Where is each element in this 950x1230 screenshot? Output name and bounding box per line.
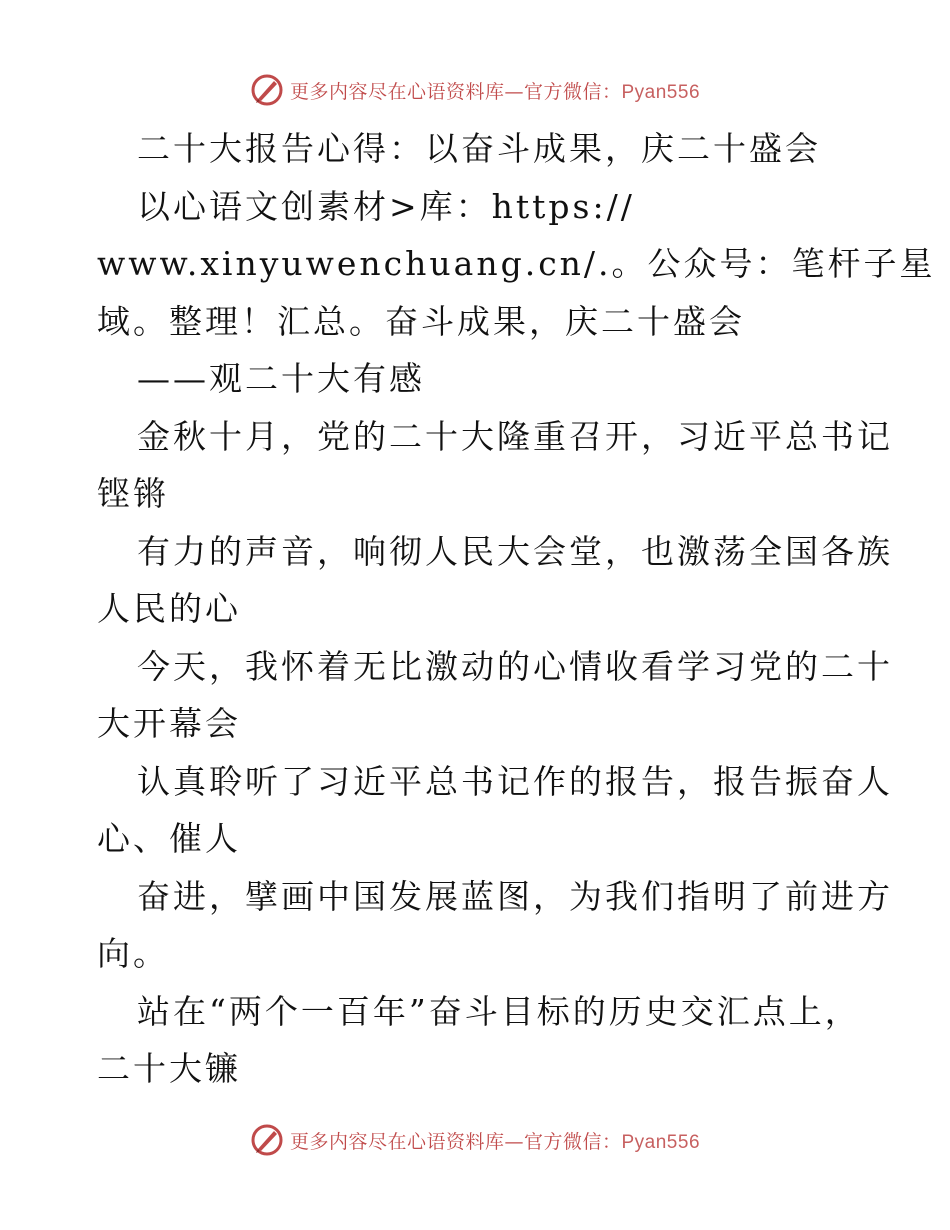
- text-line: 心、催人: [97, 819, 241, 858]
- text-line: www.xinyuwenchuang.cn/.。公众号：笔杆子星: [97, 244, 936, 283]
- quill-pen-icon: [250, 1123, 284, 1157]
- text-line: 大开幕会: [97, 704, 241, 743]
- text-line: 有力的声音，响彻人民大会堂，也激荡全国各族: [137, 531, 893, 571]
- text-line: 域。整理！汇总。奋斗成果，庆二十盛会: [97, 301, 745, 341]
- header-banner: [0, 70, 950, 110]
- wechat-id: Pyan556: [621, 81, 701, 103]
- text-line: 铿锵: [97, 474, 169, 513]
- banner-text: 更多内容尽在心语资料库—官方微信：Pyan556: [289, 1130, 701, 1153]
- document-body: [97, 120, 936, 1098]
- footer-banner: [0, 1120, 950, 1160]
- text-line: 向。: [97, 934, 169, 973]
- text-line: 二十大镰: [97, 1049, 241, 1088]
- wechat-id: Pyan556: [621, 1131, 701, 1153]
- text-line: 认真聆听了习近平总书记作的报告，报告振奋人: [137, 761, 893, 801]
- text-line: 以心语文创素材>库：https://: [137, 186, 635, 226]
- text-line: 金秋十月，党的二十大隆重召开，习近平总书记: [137, 416, 893, 456]
- text-line: 站在“两个一百年”奋斗目标的历史交汇点上，: [137, 991, 861, 1031]
- quill-pen-icon: [250, 73, 284, 107]
- text-line: 今天，我怀着无比激动的心情收看学习党的二十: [137, 646, 893, 686]
- text-line: 奋进，擘画中国发展蓝图，为我们指明了前进方: [137, 876, 893, 916]
- text-line: 二十大报告心得：以奋斗成果，庆二十盛会: [137, 129, 821, 168]
- text-line: ——观二十大有感: [137, 359, 425, 398]
- banner-text: 更多内容尽在心语资料库—官方微信：Pyan556: [289, 80, 701, 103]
- text-line: 人民的心: [97, 589, 241, 628]
